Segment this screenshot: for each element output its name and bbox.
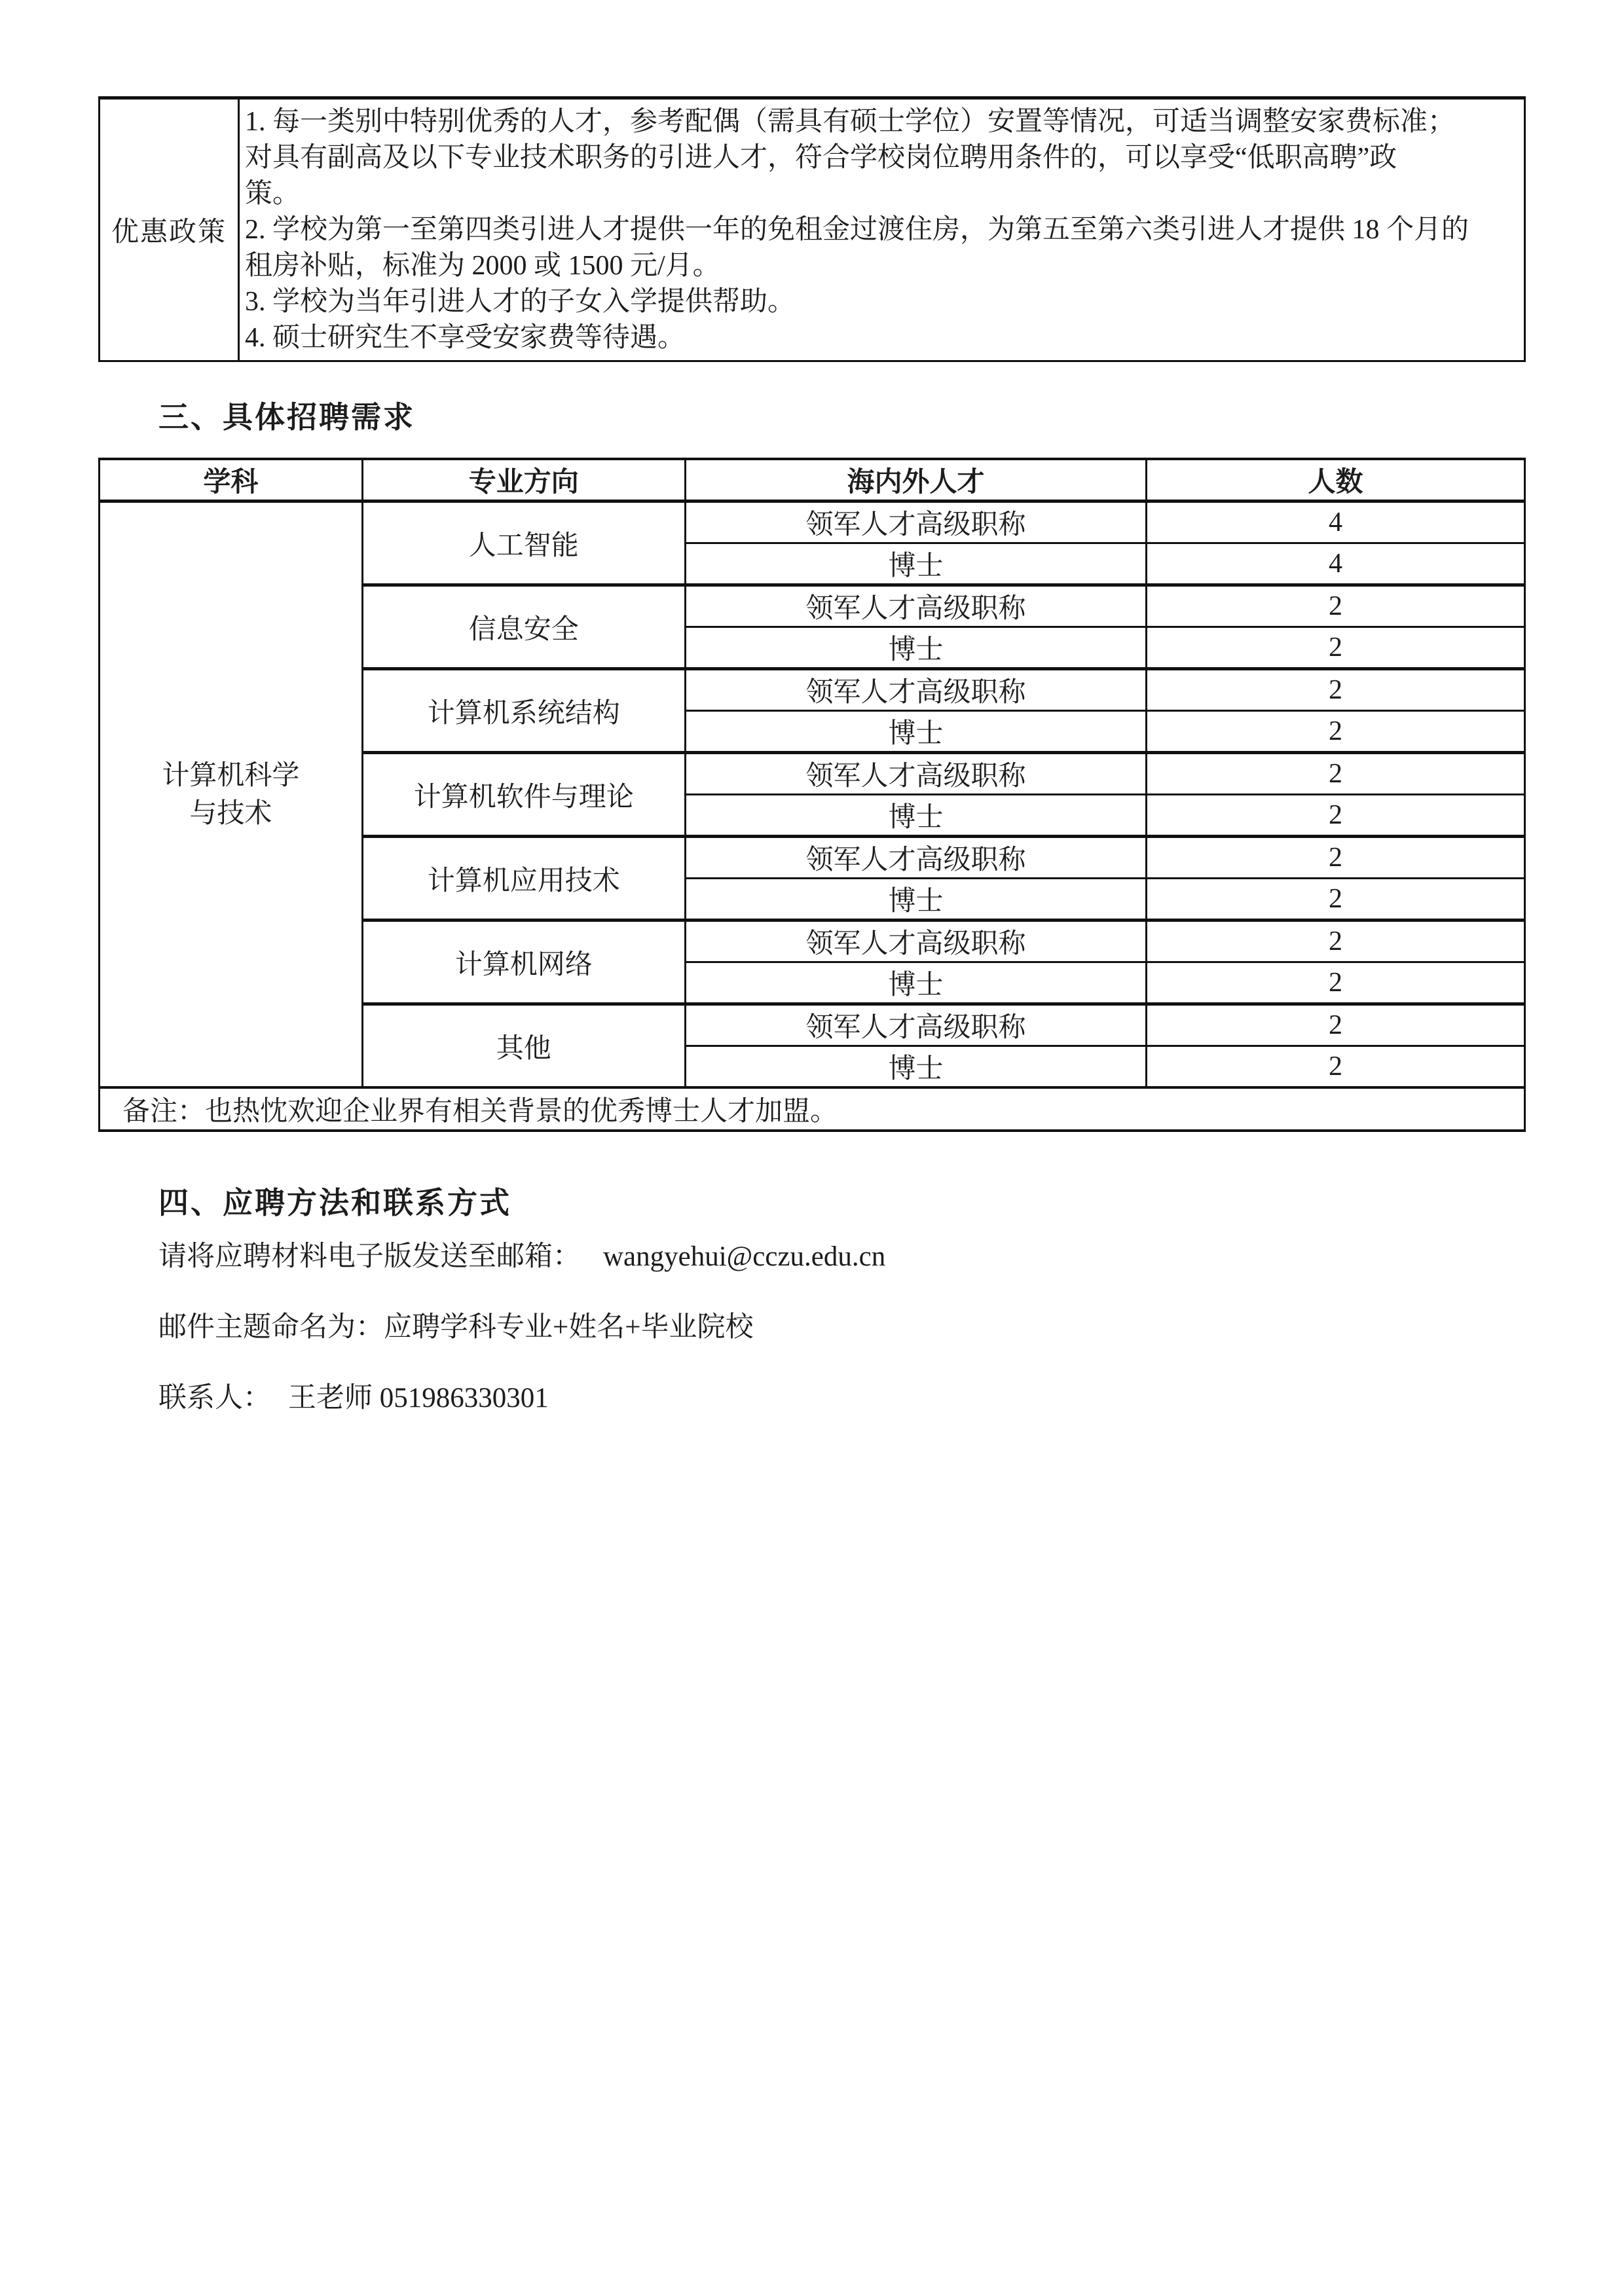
direction-cell-networks: 计算机网络	[362, 920, 685, 1004]
talent-cell: 博士	[685, 962, 1146, 1004]
talent-cell: 领军人才高级职称	[685, 585, 1146, 627]
discipline-line-1: 计算机科学	[162, 760, 300, 791]
contact-person-paragraph	[158, 1382, 1526, 1415]
direction-cell-other: 其他	[362, 1004, 685, 1088]
direction-cell-architecture: 计算机系统结构	[362, 669, 685, 753]
talent-cell: 博士	[685, 795, 1146, 837]
policy-label-cell: 优惠政策	[100, 100, 240, 360]
count-cell: 2	[1146, 1046, 1524, 1088]
count-cell: 2	[1146, 795, 1524, 837]
count-cell: 2	[1146, 711, 1524, 753]
table-note-row	[100, 1087, 1525, 1131]
direction-cell-ai: 人工智能	[362, 501, 685, 585]
policy-line-5: 租房补贴，标准为 2000 或 1500 元/月。	[245, 251, 720, 281]
subject-paragraph: 邮件主题命名为：应聘学科专业+姓名+毕业院校	[158, 1312, 754, 1343]
talent-cell: 领军人才高级职称	[685, 501, 1146, 543]
column-header-talent: 海内外人才	[685, 459, 1146, 501]
count-cell: 2	[1146, 962, 1524, 1004]
discipline-line-2: 与技术	[189, 798, 272, 829]
policy-line-1: 1. 每一类别中特别优秀的人才，参考配偶（需具有硕士学位）安置等情况，可适当调整安家费标准；	[245, 107, 1456, 137]
note-cell: 备注：也热忱欢迎企业界有相关背景的优秀博士人才加盟。	[100, 1087, 1525, 1131]
talent-cell: 博士	[685, 711, 1146, 753]
talent-cell: 博士	[685, 543, 1146, 585]
policy-line-4: 2. 学校为第一至第四类引进人才提供一年的免租金过渡住房，为第五至第六类引进人才提供 18 个月的	[245, 215, 1469, 245]
recruitment-table-header-row	[100, 459, 1525, 501]
count-cell: 2	[1146, 627, 1524, 669]
talent-cell: 领军人才高级职称	[685, 920, 1146, 962]
email-paragraph	[158, 1241, 1526, 1273]
policy-line-6: 3. 学校为当年引进人才的子女入学提供帮助。	[245, 287, 796, 317]
count-cell: 2	[1146, 669, 1524, 711]
count-cell: 2	[1146, 837, 1524, 879]
direction-cell-software-theory: 计算机软件与理论	[362, 753, 685, 837]
count-cell: 2	[1146, 879, 1524, 920]
policy-content-cell	[240, 100, 1524, 360]
count-cell: 2	[1146, 920, 1524, 962]
table-row	[100, 501, 1525, 543]
policy-line-2: 对具有副高及以下专业技术职务的引进人才，符合学校岗位聘用条件的，可以享受“低职高聘”政	[245, 143, 1397, 173]
count-cell: 2	[1146, 1004, 1524, 1046]
policy-line-3: 策。	[245, 179, 301, 209]
contact-label: 联系人：	[158, 1383, 271, 1413]
count-cell: 2	[1146, 753, 1524, 795]
contact-person-value: 王老师 051986330301	[288, 1383, 549, 1413]
column-header-direction: 专业方向	[362, 459, 685, 501]
direction-cell-applied-tech: 计算机应用技术	[362, 837, 685, 920]
talent-cell: 博士	[685, 879, 1146, 920]
discipline-cell	[100, 501, 363, 1088]
email-label: 请将应聘材料电子版发送至邮箱：	[158, 1241, 581, 1272]
direction-cell-infosec: 信息安全	[362, 585, 685, 669]
section-heading-contact: 四、应聘方法和联系方式	[158, 1186, 511, 1220]
talent-cell: 领军人才高级职称	[685, 1004, 1146, 1046]
policy-line-7: 4. 硕士研究生不享受安家费等待遇。	[245, 323, 686, 353]
talent-cell: 博士	[685, 1046, 1146, 1088]
recruitment-table	[98, 458, 1526, 1132]
talent-cell: 领军人才高级职称	[685, 669, 1146, 711]
count-cell: 4	[1146, 501, 1524, 543]
email-address: wangyehui@cczu.edu.cn	[603, 1241, 886, 1272]
column-header-count: 人数	[1146, 459, 1524, 501]
talent-cell: 领军人才高级职称	[685, 837, 1146, 879]
section-heading-recruitment-needs: 三、具体招聘需求	[158, 401, 415, 434]
policy-table	[98, 96, 1526, 362]
talent-cell: 博士	[685, 627, 1146, 669]
talent-cell: 领军人才高级职称	[685, 753, 1146, 795]
count-cell: 2	[1146, 585, 1524, 627]
column-header-discipline: 学科	[100, 459, 363, 501]
count-cell: 4	[1146, 543, 1524, 585]
